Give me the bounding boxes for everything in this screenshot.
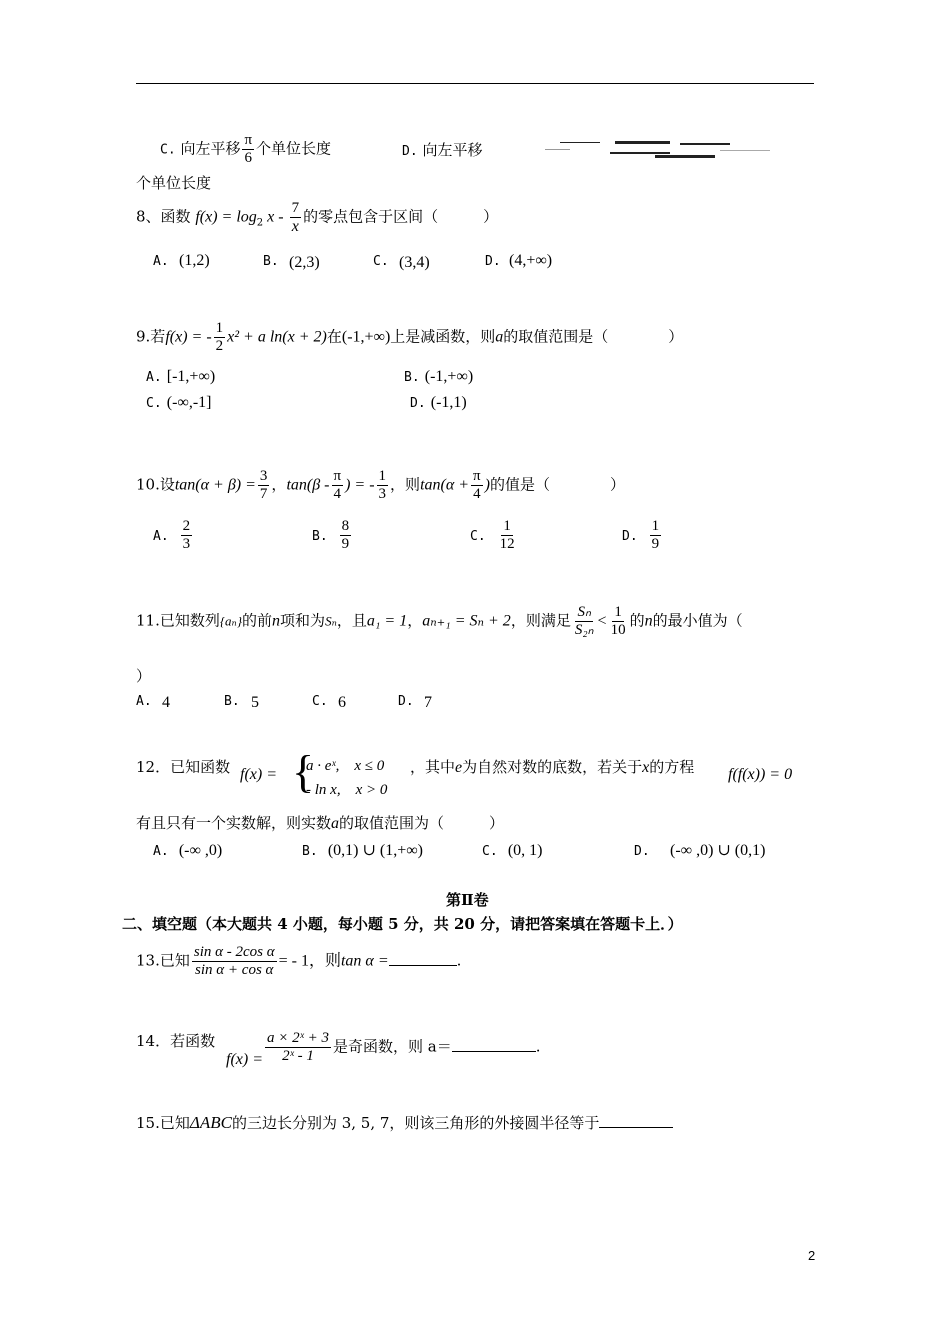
option-value: (3,4) xyxy=(399,254,430,271)
option-text: 向左平移 xyxy=(180,139,241,158)
q11-close-paren: ） xyxy=(136,667,152,685)
q9-option-d: D. (-1,1) xyxy=(410,394,467,411)
q10-option-d: D. $\frac{1}{9}$ xyxy=(622,518,660,552)
q14-prefix: 14．若函数 xyxy=(136,1032,216,1050)
option-value: (4,+∞) xyxy=(509,252,553,269)
q13-stem: 13.已知 $\frac{\text{sin α - 2cos α}}{\text{sin α + cos α}}$ = - 1，则tan α = . xyxy=(136,944,462,978)
answer-blank[interactable] xyxy=(389,951,457,966)
q7-continuation: 个单位长度 xyxy=(136,174,212,192)
q9-option-a: A. [-1,+∞) xyxy=(146,368,216,385)
q8-stem: 8、函数 $f(x) = \log_2 x$ - $\frac{7}{x}$ 的零点包含于区间（ ） xyxy=(136,200,499,235)
section-title: 第Ⅱ卷 xyxy=(446,891,489,909)
q10-option-c: C. $\frac{1}{12}$ xyxy=(470,518,515,552)
q11-stem: 11.已知数列{aₙ}的前n项和为Sₙ，且a₁ = 1，aₙ₊₁ = Sₙ + 2，则满足 $\frac{\text{Sₙ}}{\text{S₂ₙ}}$ < $\frac{1}{10}$ 的n的最小值为（ xyxy=(136,604,743,638)
q12-option-d: D. (-∞ ,0) ∪ (0,1) xyxy=(634,842,766,859)
q7-option-d xyxy=(402,139,482,160)
page-number: 2 xyxy=(808,1248,816,1263)
math-expression: f(x) = log xyxy=(195,208,257,226)
q12-option-c: C. (0, 1) xyxy=(482,842,543,859)
option-label: C. xyxy=(160,142,176,158)
fraction: $\frac{1}{2}$ xyxy=(215,320,224,354)
answer-blank[interactable] xyxy=(599,1113,673,1128)
q10-stem: 10.设tan(α + β) = $\frac{3}{7}$ ，tan(β - $\frac{\pi}{4}$ ) = - $\frac{1}{3}$ ，则tan(α + $\frac{\pi}{4}$ )的值是（ ） xyxy=(136,468,625,502)
q12-line2: 有且只有一个实数解，则实数a的取值范围为（ ） xyxy=(136,814,505,832)
q15-stem: 15.已知ΔABC的三边长分别为 3, 5, 7，则该三角形的外接圆半径等于 xyxy=(136,1112,673,1133)
answer-blank[interactable] xyxy=(452,1037,536,1052)
q12-option-a: A. (-∞ ,0) xyxy=(153,842,223,859)
q12-prefix: 12．已知函数 xyxy=(136,758,231,776)
header-rule xyxy=(136,83,814,84)
option-label: B. xyxy=(263,254,279,269)
fraction: $\frac{7}{x}$ xyxy=(291,200,300,235)
option-value: (1,2) xyxy=(179,252,210,269)
q10-option-a: A. $\frac{2}{3}$ xyxy=(153,518,191,552)
q12-stem-tail: ，其中e为自然对数的底数，若关于x的方程 xyxy=(410,758,695,776)
q12-fx: f(x) = xyxy=(240,766,277,783)
option-text: 个单位长度 xyxy=(256,139,332,158)
q12-option-b: B. (0,1) ∪ (1,+∞) xyxy=(302,842,423,859)
q9-stem: 9.若f(x) = - $\frac{1}{2}$ x² + a ln(x + 2)在(-1,+∞)上是减函数，则a的取值范围是（ ） xyxy=(136,320,684,354)
fraction: $\frac{\pi}{6}$ xyxy=(244,132,253,166)
option-label: C. xyxy=(373,254,389,269)
q12-case-2: - ln x, x > 0 xyxy=(306,782,388,798)
section-heading: 二、填空题（本大题共 4 小题，每小题 5 分，共 20 分，请把答案填在答题卡上．） xyxy=(122,915,683,933)
q9-option-c: C. (-∞,-1] xyxy=(146,394,212,411)
option-value: (2,3) xyxy=(289,254,320,271)
piecewise-brace: { xyxy=(292,746,315,797)
q12-case-1: a · eˣ, x ≤ 0 xyxy=(306,758,385,774)
option-text: 向左平移 xyxy=(422,141,483,159)
q7-option-c xyxy=(160,132,331,167)
q9-option-b: B. (-1,+∞) xyxy=(404,368,474,385)
option-label: D. xyxy=(402,144,418,159)
q12-equation: f(f(x)) = 0 xyxy=(728,766,793,783)
option-label: D. xyxy=(485,254,501,269)
option-label: A. xyxy=(153,254,169,269)
q14-stem: f(x) = $\frac{\text{a × 2ˣ + 3}}{\text{2ˣ - 1}}$ 是奇函数，则 a＝ . xyxy=(226,1030,541,1068)
q10-option-b: B. $\frac{8}{9}$ xyxy=(312,518,350,552)
